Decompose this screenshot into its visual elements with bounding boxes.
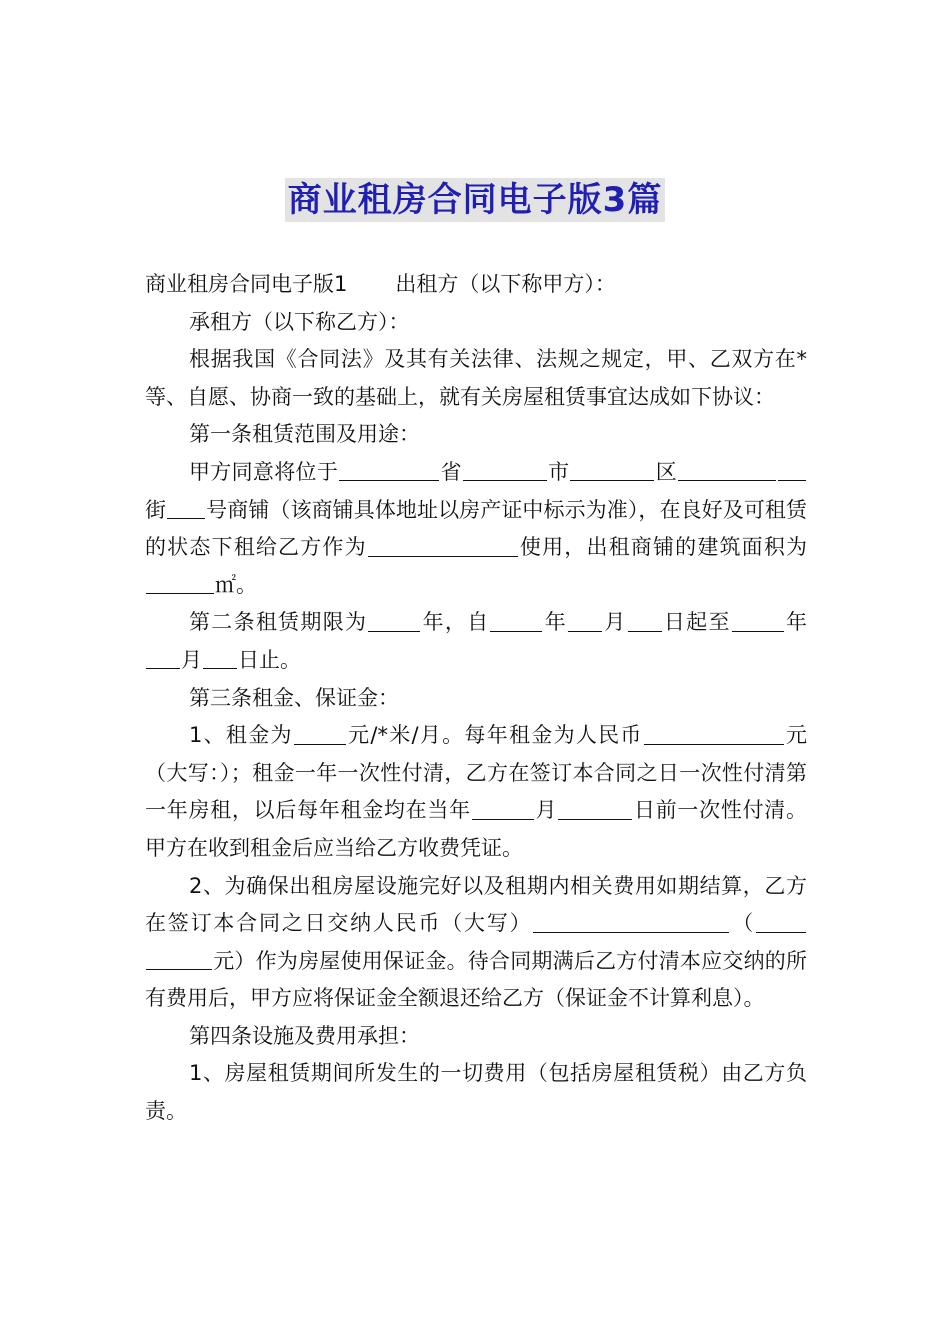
blank-start-month[interactable]	[568, 610, 602, 632]
text-span: 甲方同意将位于	[189, 459, 339, 484]
paragraph-preamble: 根据我国《合同法》及其有关法律、法规之规定，甲、乙双方在*等、自愿、协商一致的基础上，就有关房屋租赁事宜达成如下协议：	[145, 347, 807, 409]
text-span: 年	[543, 610, 568, 635]
blank-rent-rate[interactable]	[294, 723, 346, 745]
text-span: 使用，出租商铺的建筑面积为	[518, 535, 808, 560]
blank-pay-month[interactable]	[472, 798, 534, 820]
text-span: 1、租金为	[189, 723, 293, 748]
text-span: 区	[655, 459, 678, 484]
text-span: 2、为确保出租房屋设施完好以及租期内相关费用如期结算，乙方在签订本合同之日交纳人民币（大写）	[145, 873, 807, 936]
text-span: 元（大写：）；租金一年一次性付清，乙方在签订本合同之日一次性付清第一年房租，以后每年租金均在当年	[145, 723, 808, 823]
blank-term-years[interactable]	[368, 610, 420, 632]
text-span: 日起至	[662, 610, 731, 635]
text-span: 号商铺（该商铺具体地址以房产证中标示为准），在良好及可租赁的状态下租给乙方作为	[145, 497, 808, 560]
blank-pay-day[interactable]	[558, 798, 632, 820]
text-span: 月	[603, 610, 627, 635]
blank-area[interactable]	[146, 572, 214, 594]
blank-province[interactable]	[339, 459, 439, 481]
article-3-clause-1	[145, 717, 807, 867]
blank-street-a[interactable]	[678, 459, 776, 481]
blank-end-month[interactable]	[146, 647, 180, 669]
blank-end-day[interactable]	[203, 647, 237, 669]
blank-usage[interactable]	[368, 535, 518, 557]
text-span: ㎡。	[215, 572, 257, 597]
lessor-label: 出租方（以下称甲方）：	[395, 272, 616, 296]
article-2-body	[145, 604, 807, 679]
text-span: 年	[784, 610, 808, 635]
contract-subtitle: 商业租房合同电子版1	[145, 272, 348, 296]
text-span: 月	[534, 798, 558, 823]
article-1-body	[145, 454, 807, 604]
blank-start-year[interactable]	[490, 610, 542, 632]
article-4-heading: 第四条设施及费用承担：	[189, 1023, 420, 1048]
text-span: 第二条租赁期限为	[189, 610, 368, 635]
blank-street-b[interactable]	[778, 459, 806, 481]
blank-district[interactable]	[570, 459, 654, 481]
blank-annual-rent[interactable]	[644, 723, 784, 745]
blank-deposit-words[interactable]	[533, 911, 729, 933]
blank-end-year[interactable]	[732, 610, 784, 632]
blank-city[interactable]	[463, 459, 547, 481]
text-span: 街	[145, 497, 167, 522]
text-span: 元）作为房屋使用保证金。待合同期满后乙方付清本应交纳的所有费用后，甲方应将保证金全额退还给乙方（保证金不计算利息）。	[145, 948, 807, 1011]
article-4-clause-1: 1、房屋租赁期间所发生的一切费用（包括房屋租赁税）由乙方负责。	[145, 1061, 807, 1124]
article-1-heading: 第一条租赁范围及用途：	[189, 422, 420, 447]
text-span: 月	[181, 647, 202, 672]
text-span: 年，自	[421, 610, 490, 635]
text-span: 省	[440, 459, 462, 484]
text-span: 元/*米/月。每年租金为人民币	[346, 723, 643, 748]
blank-deposit-amount-a[interactable]	[756, 911, 806, 933]
text-span: 日止。	[238, 647, 301, 672]
text-span: （	[730, 911, 756, 936]
lessee-label: 承租方（以下称乙方）：	[189, 309, 410, 334]
blank-start-day[interactable]	[628, 610, 662, 632]
text-span: 市	[547, 459, 570, 484]
contract-body	[145, 266, 807, 1131]
blank-number[interactable]	[167, 497, 205, 519]
blank-deposit-amount-b[interactable]	[146, 948, 212, 970]
article-3-heading: 第三条租金、保证金：	[189, 685, 399, 710]
document-title: 商业租房合同电子版3篇	[285, 178, 666, 222]
title-container	[0, 178, 950, 222]
paragraph-heading-line	[145, 266, 807, 304]
text-span: 日前一次性付清。甲方在收到租金后应当给乙方收费凭证。	[145, 798, 808, 860]
article-3-clause-2	[145, 868, 807, 1018]
